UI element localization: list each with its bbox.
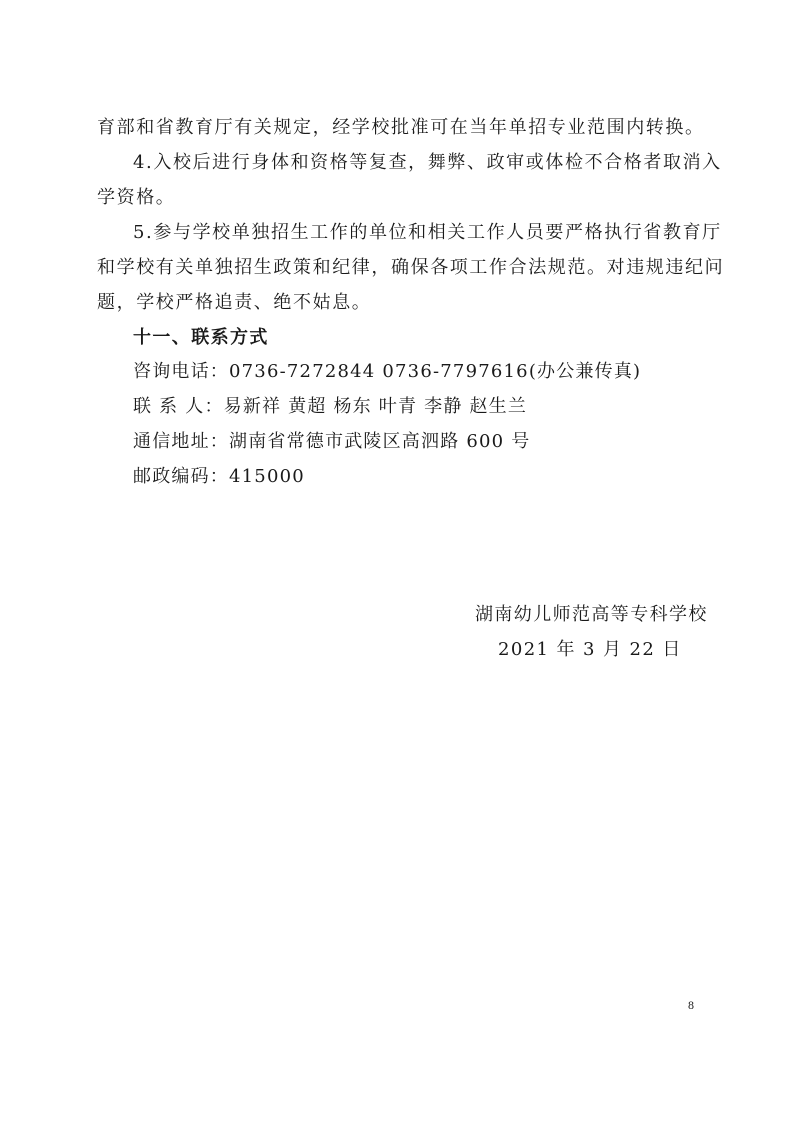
body-line: 学资格。 — [97, 187, 176, 208]
contact-postal-code: 邮政编码：415000 — [133, 466, 305, 487]
section-heading: 十一、联系方式 — [133, 327, 269, 348]
contact-address: 通信地址：湖南省常德市武陵区高泗路 600 号 — [133, 431, 531, 452]
contact-persons: 联 系 人：易新祥 黄超 杨东 叶青 李静 赵生兰 — [133, 396, 528, 417]
signature-date: 2021 年 3 月 22 日 — [498, 639, 682, 660]
contact-phone: 咨询电话：0736-7272844 0736-7797616(办公兼传真) — [133, 361, 642, 382]
body-line: 育部和省教育厅有关规定，经学校批准可在当年单招专业范围内转换。 — [97, 117, 705, 138]
body-line: 和学校有关单独招生政策和纪律，确保各项工作合法规范。对违规违纪问 — [97, 257, 725, 278]
body-line: 4.入校后进行身体和资格等复查，舞弊、政审或体检不合格者取消入 — [133, 152, 722, 173]
page-number: 8 — [688, 998, 694, 1012]
signature-institution: 湖南幼儿师范高等专科学校 — [475, 604, 708, 625]
body-line: 5.参与学校单独招生工作的单位和相关工作人员要严格执行省教育厅 — [133, 222, 722, 243]
body-line: 题，学校严格追责、绝不姑息。 — [97, 292, 372, 313]
